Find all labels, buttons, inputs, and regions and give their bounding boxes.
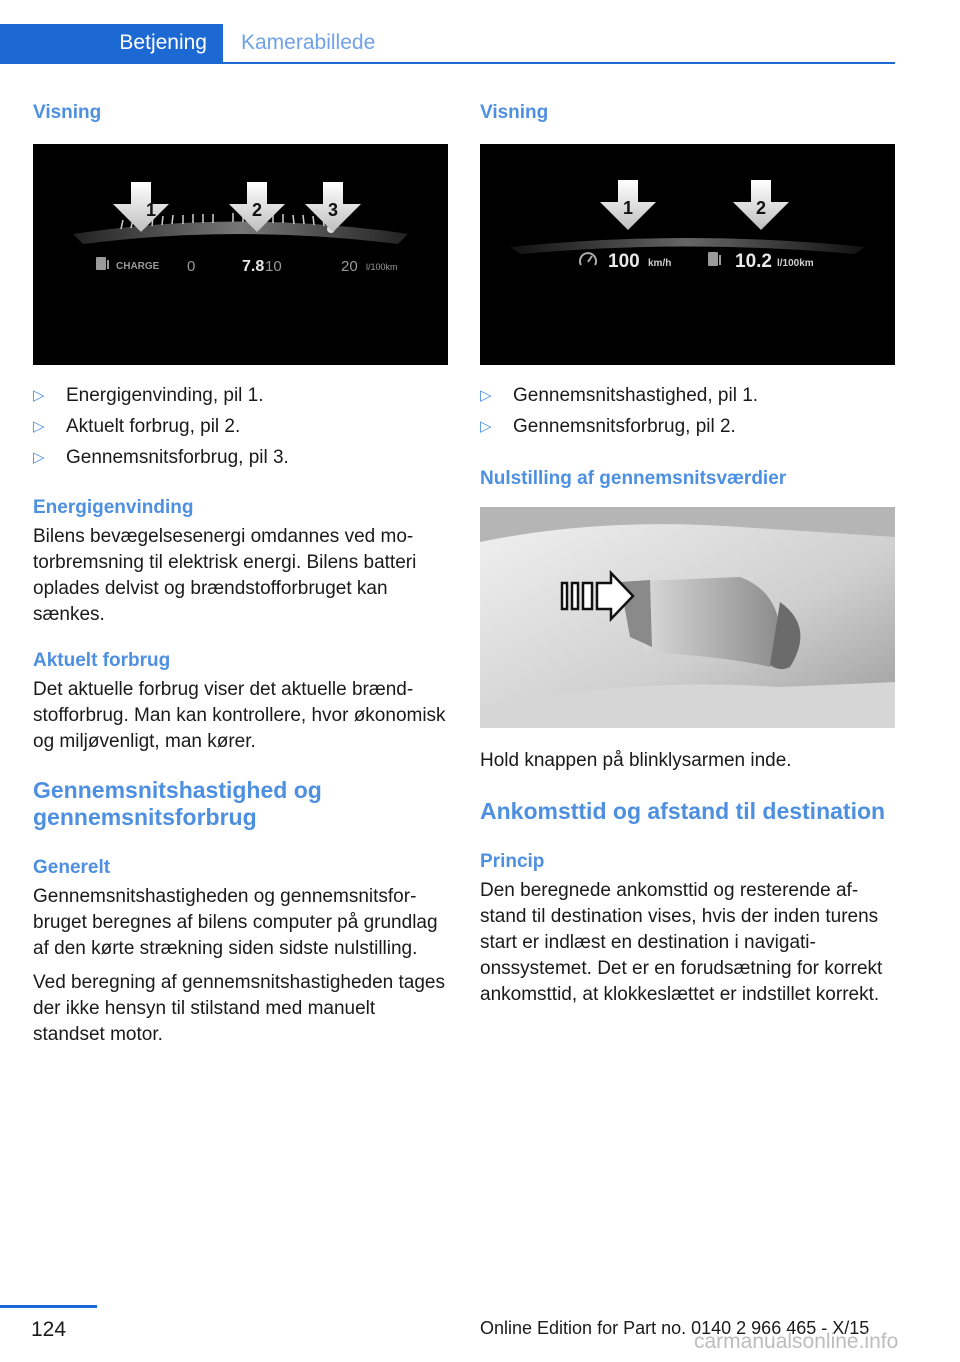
current-consumption-value: 7.8 <box>242 258 265 275</box>
page-header <box>0 0 960 64</box>
speed-unit: km/h <box>648 258 672 269</box>
arrow-1-label: 1 <box>622 198 634 218</box>
consumption-unit: l/100km <box>777 258 814 269</box>
aktuelt-forbrug-heading: Aktuelt forbrug <box>33 650 171 671</box>
left-bullet-list <box>33 383 449 471</box>
energigenvinding-heading: Energigenvinding <box>33 497 194 518</box>
triangle-bullet-icon: ▷ <box>33 387 45 404</box>
section-heading-gennemsnit: Gennemsnitshastighed og gennemsnitsforbrug <box>33 777 322 830</box>
page-number: 124 <box>31 1318 67 1341</box>
display-arc <box>73 222 408 245</box>
arrow-2-label: 2 <box>755 198 767 218</box>
charge-label: CHARGE <box>116 261 160 272</box>
average-display-illustration <box>480 144 895 365</box>
consumption-unit: l/100km <box>366 262 398 272</box>
arrow-2-label: 2 <box>251 200 263 220</box>
generelt-text: Gennemsnitshastigheden og gennemsnitsforbruget beregnes af bilens computer på grundlag af den kørte strækning siden sidste nulstilling. <box>33 886 438 959</box>
turn-signal-lever-figure <box>480 507 895 728</box>
average-display-figure <box>480 144 895 365</box>
turn-signal-lever-illustration <box>480 507 895 728</box>
list-item: ▷ Energigenvinding, pil 1. <box>33 383 449 409</box>
average-consumption-value: 10.2 <box>735 251 772 272</box>
hold-knap-text: Hold knappen på blinklysarmen inde. <box>480 750 792 771</box>
visning-heading: Visning <box>33 102 102 123</box>
average-speed-value: 100 <box>608 251 640 272</box>
section-heading-ankomst: Ankomsttid og afstand til destination <box>480 798 886 824</box>
triangle-bullet-icon: ▷ <box>33 449 45 466</box>
scale-twenty-label: 20 <box>341 258 358 275</box>
triangle-bullet-icon: ▷ <box>480 418 492 435</box>
list-item: ▷ Gennemsnitshastighed, pil 1. <box>480 383 896 409</box>
consumption-display-illustration <box>33 144 448 365</box>
consumption-display-figure <box>33 144 448 365</box>
fuel-pump-icon <box>708 252 721 266</box>
triangle-bullet-icon: ▷ <box>33 418 45 435</box>
footer-rule <box>0 1305 97 1308</box>
princip-text: Den beregnede ankomsttid og resterende afstand til destination vises, hvis der inden turens start er indlæst en destination i navigationssystemet. Det er en forudsætning for korrekt ankomsttid, at klokkeslættet er indstillet korrekt. <box>480 880 883 1005</box>
list-item: ▷ Gennemsnitsforbrug, pil 3. <box>33 445 449 471</box>
list-item: ▷ Aktuelt forbrug, pil 2. <box>33 414 449 440</box>
edition-text: Online Edition for Part no. 0140 2 966 465 - X/15 <box>480 1318 870 1338</box>
watermark: carmanualsonline.info <box>694 1330 899 1353</box>
tab-betjening[interactable]: Betjening <box>0 24 223 62</box>
aktuelt-forbrug-text: Det aktuelle forbrug viser det aktuelle brændstofforbrug. Man kan kontrollere, hvor økonomisk og miljøvenligt, man kører. <box>33 679 446 752</box>
visning-heading: Visning <box>480 102 549 123</box>
triangle-bullet-icon: ▷ <box>480 387 492 404</box>
generelt-heading: Generelt <box>33 857 111 878</box>
scale-zero-label: 0 <box>187 258 196 275</box>
tab-kamerabillede[interactable]: Kamerabillede <box>241 31 376 54</box>
energigenvinding-text: Bilens bevægelsesenergi omdannes ved motorbremsning til elektrisk energi. Bilens batteri oplades delvist og brændstofforbruget kan sænkes. <box>33 526 417 625</box>
header-rule <box>0 62 895 64</box>
speedometer-icon <box>580 253 596 265</box>
nulstilling-heading: Nulstilling af gennemsnitsværdier <box>480 468 787 489</box>
beregning-text: Ved beregning af gennemsnitshastigheden tages der ikke hensyn til stilstand med manuelt standset motor. <box>33 972 445 1045</box>
list-item: ▷ Gennemsnitsforbrug, pil 2. <box>480 414 896 440</box>
right-bullet-list <box>480 383 896 440</box>
fuel-pump-icon <box>96 257 109 270</box>
display-arc <box>510 238 865 254</box>
left-column <box>33 100 449 1048</box>
arrow-3-label: 3 <box>327 200 339 220</box>
right-column <box>480 100 896 1008</box>
arrow-1-label: 1 <box>145 200 157 220</box>
scale-ten-label: 10 <box>265 258 282 275</box>
princip-heading: Princip <box>480 851 545 872</box>
